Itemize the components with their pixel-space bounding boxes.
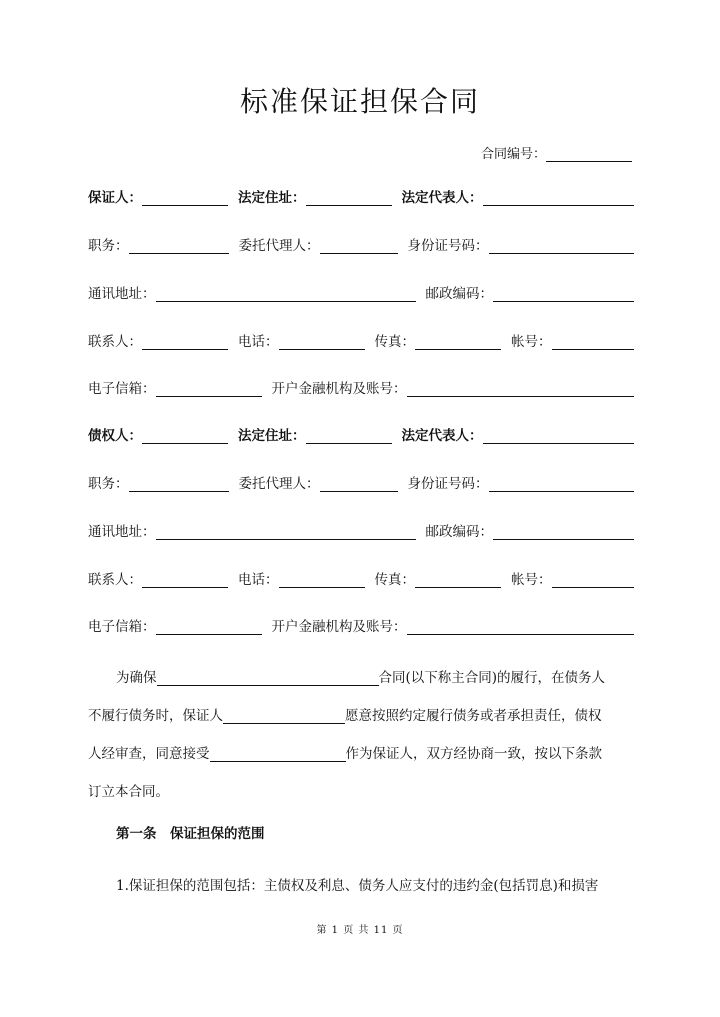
- section-1-heading: 第一条 保证担保的范围: [116, 826, 265, 842]
- guarantor-fax-label: 传真：: [374, 334, 415, 350]
- guarantor-bank-blank: [407, 381, 635, 397]
- accepted-guarantor-blank: [210, 746, 346, 762]
- preamble-text-2b: 愿意按照约定履行债务或者承担责任，债权: [345, 708, 602, 724]
- guarantor-row-3: [88, 282, 634, 302]
- guarantor-phone-blank: [279, 334, 365, 350]
- guarantor-postcode-label: 邮政编码：: [425, 286, 493, 302]
- creditor-rep-label: 法定代表人：: [401, 428, 483, 444]
- contract-number-blank: [546, 146, 632, 162]
- creditor-postcode-label: 邮政编码：: [425, 524, 493, 540]
- preamble-line-1: [88, 648, 636, 686]
- creditor-account-label: 帐号：: [511, 572, 552, 588]
- guarantor-name-inline-blank: [223, 708, 345, 724]
- creditor-mail-address-blank: [156, 524, 416, 540]
- preamble-line-2: [88, 686, 636, 724]
- creditor-contact-label: 联系人：: [88, 572, 142, 588]
- creditor-fax-label: 传真：: [374, 572, 415, 588]
- guarantor-address-label: 法定住址：: [238, 190, 306, 206]
- preamble-text-3b: 作为保证人，双方经协商一致，按以下条款: [345, 746, 602, 762]
- creditor-row-5: [88, 615, 634, 635]
- creditor-contact-blank: [142, 572, 228, 588]
- creditor-mail-address-label: 通讯地址：: [88, 524, 156, 540]
- guarantor-postcode-blank: [493, 286, 634, 302]
- guarantor-mail-address-label: 通讯地址：: [88, 286, 156, 302]
- creditor-address-label: 法定住址：: [238, 428, 306, 444]
- guarantor-position-label: 职务：: [88, 238, 129, 254]
- guarantor-fax-blank: [415, 334, 501, 350]
- guarantor-id-label: 身份证号码：: [407, 238, 489, 254]
- preamble-text-1b: 合同(以下称主合同)的履行，在债务人: [378, 670, 606, 686]
- creditor-phone-blank: [279, 572, 365, 588]
- preamble-text-3a: 人经审查，同意接受: [88, 746, 210, 762]
- creditor-agent-blank: [320, 476, 398, 492]
- creditor-row-3: [88, 520, 634, 540]
- guarantor-email-label: 电子信箱：: [88, 381, 156, 397]
- creditor-fax-blank: [415, 572, 501, 588]
- guarantor-row-2: [88, 234, 634, 254]
- creditor-row-2: [88, 472, 634, 492]
- main-contract-blank: [157, 670, 379, 686]
- guarantor-agent-label: 委托代理人：: [238, 238, 320, 254]
- guarantor-row-4: [88, 330, 634, 350]
- creditor-row-4: [88, 568, 634, 588]
- preamble-paragraph: [88, 648, 636, 800]
- guarantor-position-blank: [129, 238, 229, 254]
- guarantor-agent-blank: [320, 238, 398, 254]
- guarantor-rep-blank: [483, 190, 635, 206]
- guarantor-mail-address-blank: [156, 286, 416, 302]
- creditor-name-label: 债权人：: [88, 428, 142, 444]
- creditor-postcode-blank: [493, 524, 634, 540]
- creditor-id-blank: [489, 476, 635, 492]
- creditor-id-label: 身份证号码：: [407, 476, 489, 492]
- preamble-line-3: [88, 724, 636, 762]
- guarantor-row-1: [88, 186, 634, 206]
- creditor-bank-blank: [407, 619, 635, 635]
- preamble-text-1a: 为确保: [116, 670, 157, 686]
- creditor-position-blank: [129, 476, 229, 492]
- guarantor-name-blank: [142, 190, 228, 206]
- contract-number: [481, 143, 632, 162]
- preamble-text-2a: 不履行债务时，保证人: [88, 708, 223, 724]
- creditor-agent-label: 委托代理人：: [238, 476, 320, 492]
- creditor-address-blank: [306, 428, 392, 444]
- guarantor-rep-label: 法定代表人：: [401, 190, 483, 206]
- guarantor-name-label: 保证人：: [88, 190, 142, 206]
- creditor-account-blank: [552, 572, 635, 588]
- preamble-text-4: 订立本合同。: [88, 784, 169, 800]
- preamble-line-4: [88, 762, 636, 800]
- guarantor-address-blank: [306, 190, 392, 206]
- guarantor-bank-label: 开户金融机构及账号：: [271, 381, 407, 397]
- creditor-position-label: 职务：: [88, 476, 129, 492]
- creditor-bank-label: 开户金融机构及账号：: [271, 619, 407, 635]
- creditor-email-blank: [156, 619, 262, 635]
- guarantor-phone-label: 电话：: [238, 334, 279, 350]
- creditor-email-label: 电子信箱：: [88, 619, 156, 635]
- contract-number-label: 合同编号：: [480, 147, 546, 162]
- guarantor-email-blank: [156, 381, 262, 397]
- page-footer: 第 1 页 共 11 页: [316, 925, 404, 936]
- creditor-name-blank: [142, 428, 228, 444]
- creditor-phone-label: 电话：: [238, 572, 279, 588]
- guarantor-account-blank: [552, 334, 635, 350]
- clause-1-1: 1.保证担保的范围包括：主债权及利息、债务人应支付的违约金(包括罚息)和损害: [116, 878, 599, 894]
- document-title: 标准保证担保合同: [239, 85, 480, 118]
- creditor-rep-blank: [483, 428, 635, 444]
- guarantor-contact-blank: [142, 334, 228, 350]
- guarantor-id-blank: [489, 238, 635, 254]
- guarantor-row-5: [88, 377, 634, 397]
- creditor-row-1: [88, 424, 634, 444]
- guarantor-account-label: 帐号：: [511, 334, 552, 350]
- guarantor-contact-label: 联系人：: [88, 334, 142, 350]
